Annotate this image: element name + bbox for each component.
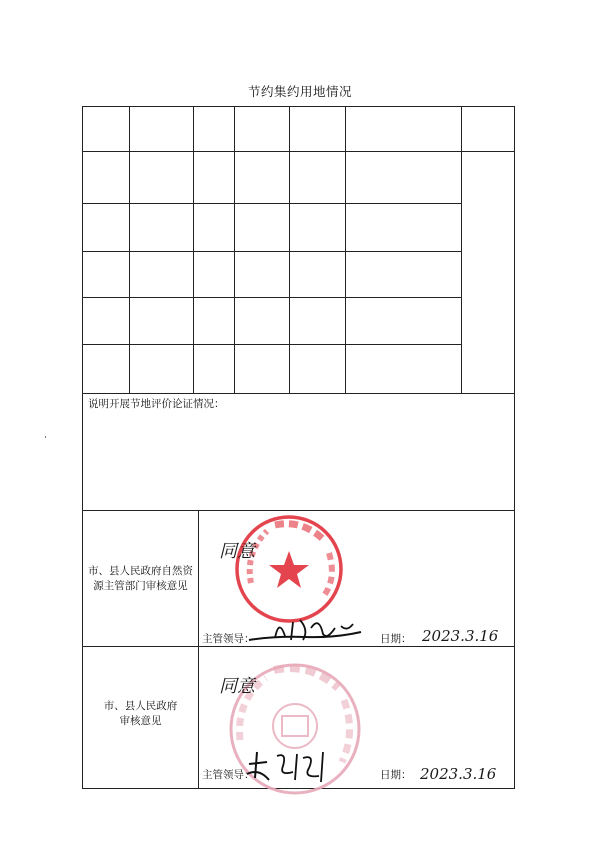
scan-speck [45, 436, 46, 438]
government-label-line1: 市、县人民政府 [103, 700, 178, 712]
grid-col-line [289, 107, 290, 393]
government-leader-label: 主管领导： [202, 769, 255, 781]
grid-row-line [83, 393, 514, 394]
government-signature [243, 746, 333, 786]
grid-col-line [129, 107, 130, 393]
grid-col-line [461, 107, 462, 393]
natural-resources-label [83, 564, 198, 594]
natural-resources-label-line2: 源主管部门审核意见 [93, 580, 188, 592]
natural-resources-seal-stamp [233, 513, 345, 625]
government-date-handwriting: 2023.3.16 [420, 765, 497, 783]
grid-row-line [83, 151, 461, 152]
government-label [83, 699, 198, 729]
natural-resources-label-line1: 市、县人民政府自然资 [88, 565, 193, 577]
approval-col-line [198, 510, 199, 788]
natural-resources-opinion-handwriting: 同意 [219, 541, 255, 562]
section-divider [83, 510, 514, 511]
government-date-label: 日期： [380, 769, 412, 781]
natural-resources-leader-label: 主管领导： [202, 633, 255, 645]
grid-row-line [83, 297, 461, 298]
grid-row-line [83, 203, 461, 204]
natural-resources-date-handwriting: 2023.3.16 [422, 627, 499, 645]
description-label: 说明开展节地评价论证情况： [88, 398, 225, 410]
grid-row-line [461, 151, 514, 152]
grid-col-line [345, 107, 346, 393]
grid-row-line [83, 251, 461, 252]
natural-resources-date-label: 日期： [380, 633, 412, 645]
page-title: 节约集约用地情况 [247, 84, 352, 99]
grid-col-line [193, 107, 194, 393]
grid-row-line [83, 344, 461, 345]
government-label-line2: 审核意见 [119, 715, 162, 727]
government-opinion-handwriting: 同意 [219, 676, 255, 697]
natural-resources-signature [245, 610, 365, 650]
grid-col-line [234, 107, 235, 393]
